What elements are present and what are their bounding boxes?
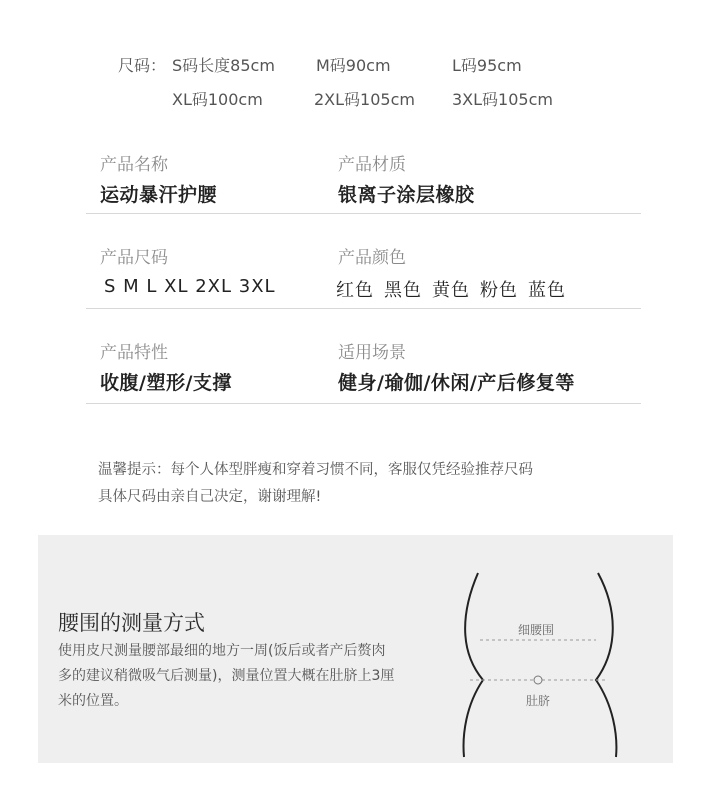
spec-scene-label: 适用场景 [338,343,406,363]
spec-name-value: 运动暴汗护腰 [100,184,218,206]
divider [86,213,641,214]
measure-panel [38,535,673,763]
waist-diagram [458,565,638,760]
size-s: S码长度85cm [172,56,275,75]
navel-label: 肚脐 [525,694,551,708]
size-xl: XL码100cm [172,90,263,109]
spec-name-label: 产品名称 [100,155,168,175]
body-left-outline [464,573,483,757]
divider [86,308,641,309]
tip-line-2: 具体尺码由亲自己决定，谢谢理解! [98,489,322,505]
measure-title: 腰围的测量方式 [58,611,205,635]
spec-scene-value: 健身/瑜伽/休闲/产后修复等 [338,372,575,394]
spec-color-label: 产品颜色 [338,248,406,268]
body-right-outline [596,573,616,757]
color-yellow: 黄色 [432,280,470,301]
spec-size-label: 产品尺码 [100,248,168,268]
tip-line-1: 温馨提示：每个人体型胖瘦和穿着习惯不同，客服仅凭经验推荐尺码 [98,462,533,478]
size-3xl: 3XL码105cm [452,90,553,109]
color-black: 黑色 [384,280,422,301]
spec-size-value: S M L XL 2XL 3XL [104,276,276,297]
size-label: 尺码： [118,56,167,75]
spec-material-value: 银离子涂层橡胶 [338,184,475,206]
divider [86,403,641,404]
color-blue: 蓝色 [528,280,566,301]
size-l: L码95cm [452,56,522,75]
measure-description: 使用皮尺测量腰部最细的地方一周(饭后或者产后赘肉多的建议稍微吸气后测量)，测量位置大概在肚脐上3厘米的位置。 [58,643,395,709]
color-pink: 粉色 [480,280,518,301]
spec-feature-value: 收腹/塑形/支撑 [100,372,232,394]
size-m: M码90cm [316,56,391,75]
color-red: 红色 [336,280,374,301]
spec-feature-label: 产品特性 [100,343,168,363]
navel-icon [534,676,542,684]
spec-color-values [336,276,576,302]
size-2xl: 2XL码105cm [314,90,415,109]
waist-label: 细腰围 [517,623,555,637]
spec-material-label: 产品材质 [338,155,406,175]
